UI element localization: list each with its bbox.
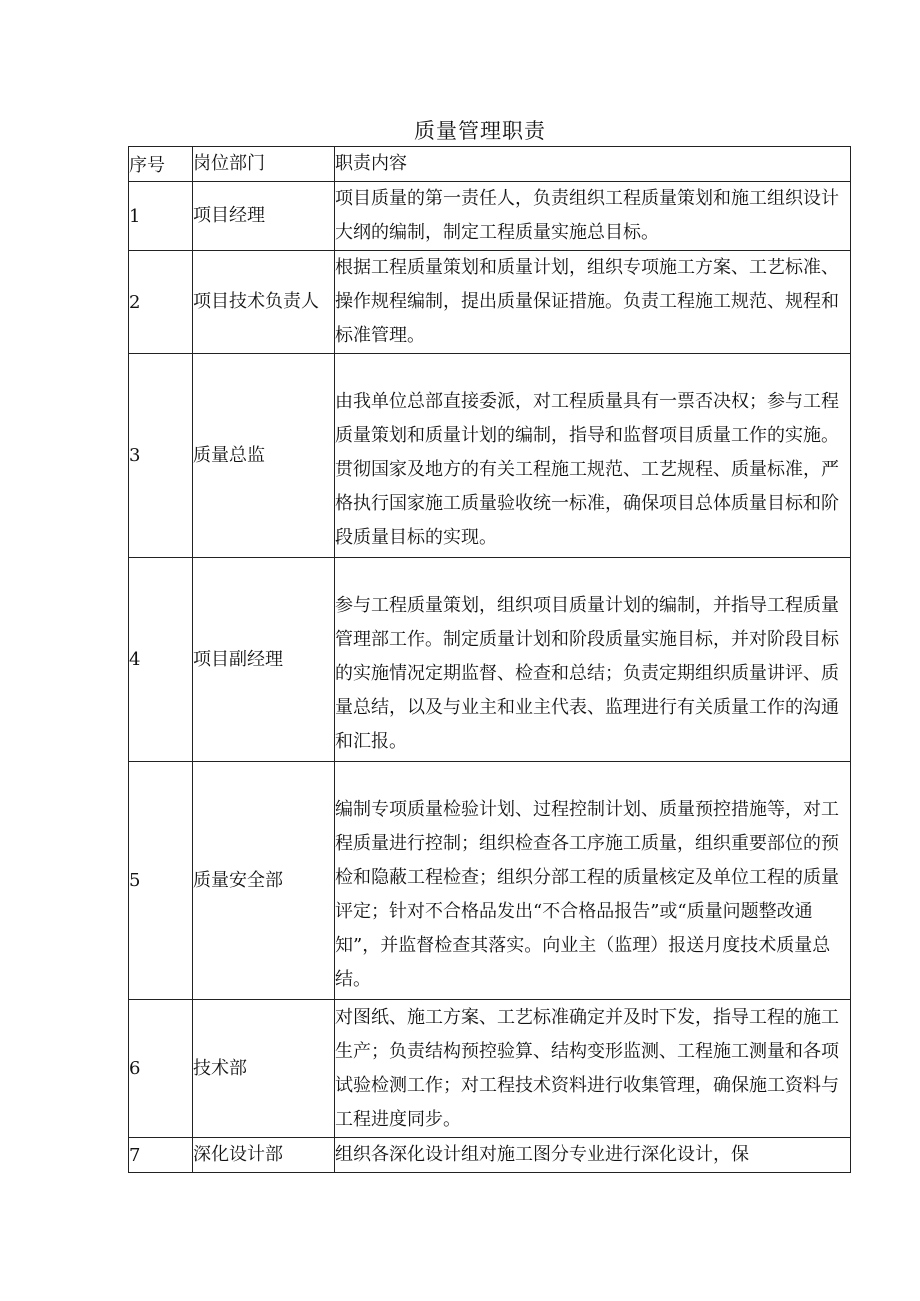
table-row xyxy=(129,1000,851,1138)
table-row xyxy=(129,558,851,762)
row-duty: 参与工程质量策划，组织项目质量计划的编制，并指导工程质量管理部工作。制定质量计划和阶段质量实施目标，并对阶段目标的实施情况定期监督、检查和总结；负责定期组织质量讲评、质量总结，以及与业主和业主代表、监理进行有关质量工作的沟通和汇报。 xyxy=(335,558,851,762)
row-no: 6 xyxy=(129,1000,193,1138)
row-no: 1 xyxy=(129,182,193,251)
row-dept: 项目副经理 xyxy=(193,558,335,762)
row-no: 3 xyxy=(129,354,193,558)
row-duty: 组织各深化设计组对施工图分专业进行深化设计，保 xyxy=(335,1138,851,1173)
header-no: 序号 xyxy=(129,147,193,182)
row-dept: 项目经理 xyxy=(193,182,335,251)
row-dept: 质量安全部 xyxy=(193,762,335,1000)
row-duty: 项目质量的第一责任人，负责组织工程质量策划和施工组织设计大纲的编制，制定工程质量实施总目标。 xyxy=(335,182,851,251)
header-dept: 岗位部门 xyxy=(193,147,335,182)
row-duty: 对图纸、施工方案、工艺标准确定并及时下发，指导工程的施工生产；负责结构预控验算、结构变形监测、工程施工测量和各项试验检测工作；对工程技术资料进行收集管理，确保施工资料与工程进度同步。 xyxy=(335,1000,851,1138)
row-dept: 技术部 xyxy=(193,1000,335,1138)
header-duty: 职责内容 xyxy=(335,147,851,182)
table-row xyxy=(129,1138,851,1173)
table-row xyxy=(129,182,851,251)
row-no: 2 xyxy=(129,251,193,354)
row-no: 4 xyxy=(129,558,193,762)
row-duty: 编制专项质量检验计划、过程控制计划、质量预控措施等，对工程质量进行控制；组织检查各工序施工质量，组织重要部位的预检和隐蔽工程检查；组织分部工程的质量核定及单位工程的质量评定；针对不合格品发出“不合格品报告”或“质量问题整改通知”，并监督检查其落实。向业主（监理）报送月度技术质量总结。 xyxy=(335,762,851,1000)
table-header-row xyxy=(129,147,851,182)
table-row xyxy=(129,354,851,558)
table-row xyxy=(129,251,851,354)
duties-table xyxy=(128,146,851,1173)
row-no: 5 xyxy=(129,762,193,1000)
table-row xyxy=(129,762,851,1000)
row-dept: 质量总监 xyxy=(193,354,335,558)
row-no: 7 xyxy=(129,1138,193,1173)
row-dept: 深化设计部 xyxy=(193,1138,335,1173)
page-title: 质量管理职责 xyxy=(414,119,546,143)
row-dept: 项目技术负责人 xyxy=(193,251,335,354)
row-duty: 由我单位总部直接委派，对工程质量具有一票否决权；参与工程质量策划和质量计划的编制，指导和监督项目质量工作的实施。贯彻国家及地方的有关工程施工规范、工艺规程、质量标准，严格执行国家施工质量验收统一标准，确保项目总体质量目标和阶段质量目标的实现。 xyxy=(335,354,851,558)
row-duty: 根据工程质量策划和质量计划，组织专项施工方案、工艺标准、操作规程编制，提出质量保证措施。负责工程施工规范、规程和标准管理。 xyxy=(335,251,851,354)
